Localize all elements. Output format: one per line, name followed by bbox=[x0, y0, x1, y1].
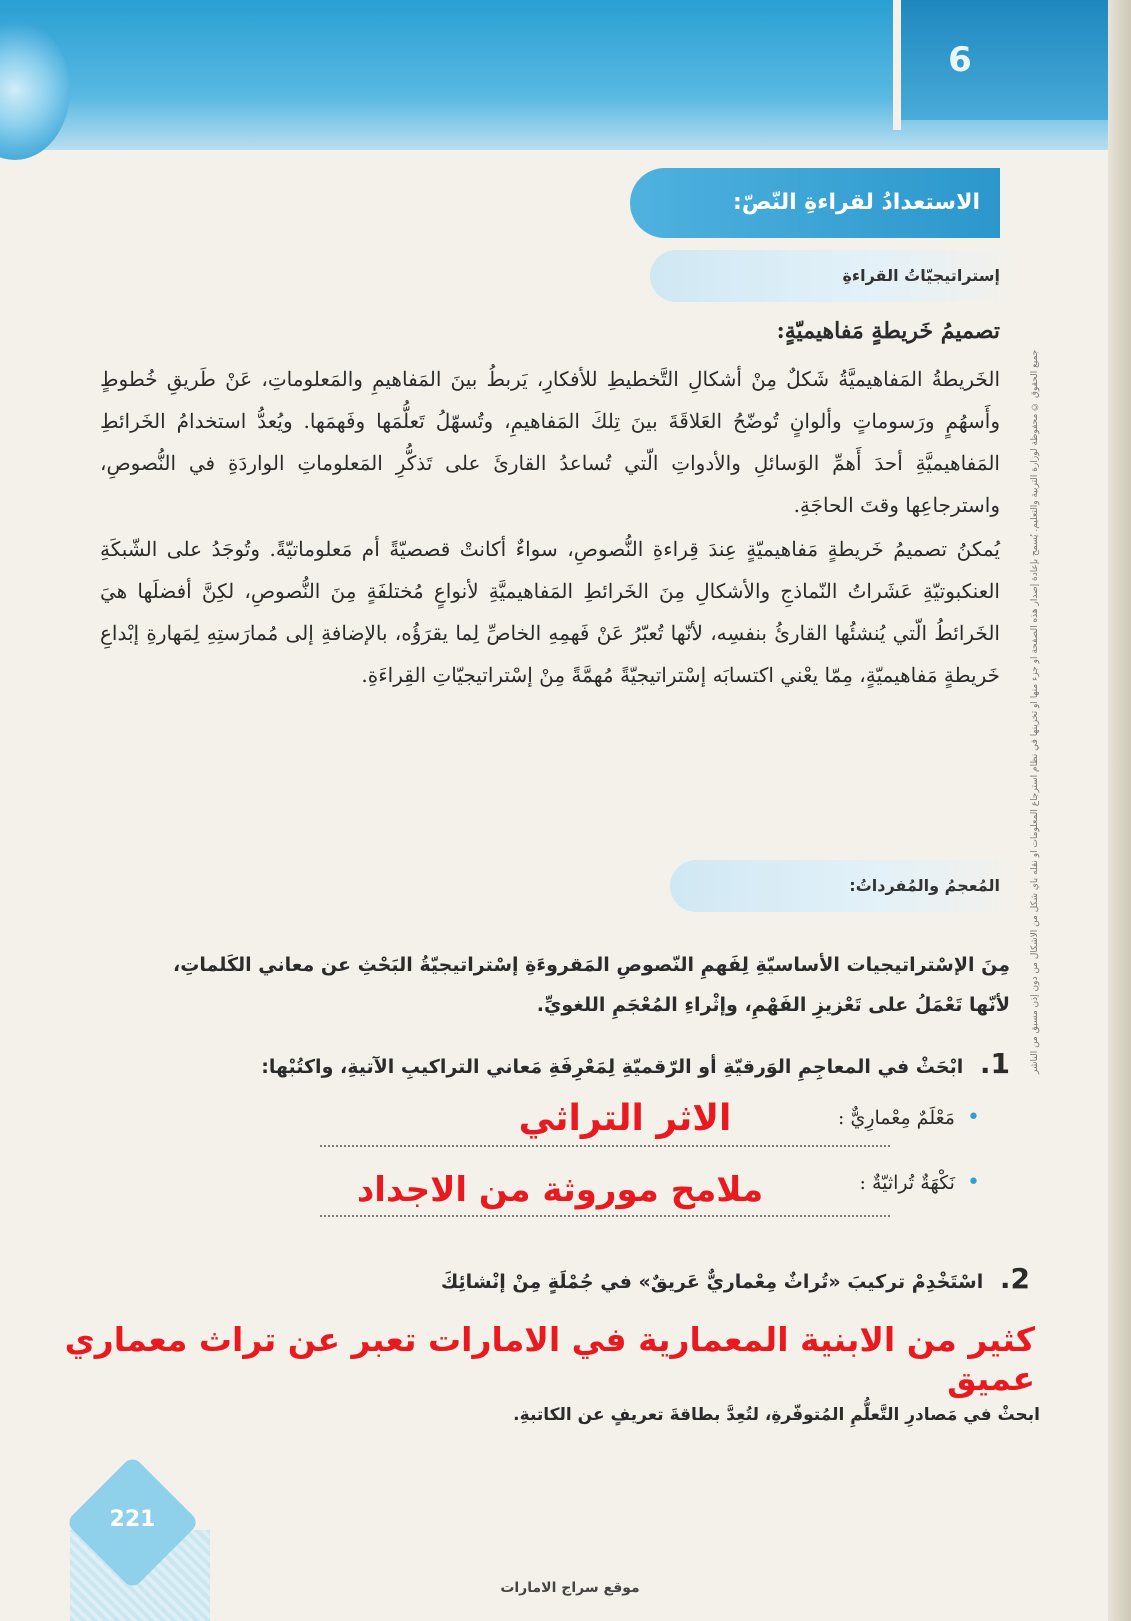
concept-map-heading: تصميمُ خَريطةٍ مَفاهيميّةٍ: bbox=[776, 318, 1000, 344]
vocab-item-2-label: نَكْهَةٌ تُراثيّةٌ : bbox=[859, 1172, 955, 1194]
reading-strategies-label: إستراتيجيّاتُ القراءةِ bbox=[650, 250, 1020, 302]
page-number: 221 bbox=[109, 1507, 156, 1532]
question-1-number: 1. bbox=[979, 1047, 1010, 1080]
bullet-icon: • bbox=[967, 1105, 980, 1130]
footer-site-name: موقع سراج الامارات bbox=[500, 1580, 640, 1596]
handwritten-answer-2: ملامح موروثة من الاجداد bbox=[356, 1170, 764, 1210]
copyright-side-note: جميع الحقوق © محفوظة لوزارة التربية والتعليم. يُسمح بإعادة إصدار هذه الصفحة أو جزء منها أو تخزينها في نظام استرجاع المعلومات أو نقله بأي شكل من الأشكال من دون إذن مسبق من الناشر bbox=[1030, 350, 1040, 1075]
vocab-item-1-label: مَعْلَمٌ مِعْمارِيٌّ : bbox=[838, 1107, 955, 1129]
corner-ornament bbox=[0, 20, 70, 160]
question-1-text: ابْحَثْ في المعاجِمِ الوَرقيّةِ أو الرّقميّةِ لِمَعْرِفَةِ مَعاني التراكيبِ الآتيةِ، واكتُبْها: bbox=[261, 1056, 964, 1078]
section-title: الاستعدادُ لقراءةِ النّصّ: bbox=[630, 168, 1000, 238]
handwritten-answer-1: الاثر التراثي bbox=[518, 1098, 732, 1139]
page-binding-edge bbox=[1108, 0, 1131, 1621]
answer-line-1 bbox=[320, 1145, 890, 1147]
vocabulary-intro: مِنَ الإسْتراتيجيات الأساسيّةِ لِفَهمِ النّصوصِ المَقروءَةِ إسْتراتيجيّةُ البَحْثِ عن معاني الكَلماتِ، لأنّها تَعْمَلُ على تَعْزيزِ الفَهْمِ، وإثْراءِ المُعْجَمِ اللغويِّ. bbox=[173, 954, 1010, 1016]
unit-number: 6 bbox=[948, 40, 972, 80]
bullet-icon: • bbox=[967, 1170, 980, 1195]
research-task: ابحثْ في مَصادرِ التَّعلُّمِ المُتوفّرةِ، لتُعِدَّ بطاقةَ تعريفٍ عن الكاتبةِ. bbox=[513, 1405, 1040, 1425]
handwritten-answer-3: كثير من الابنية المعمارية في الامارات تعبر عن تراث معماري عميق bbox=[64, 1320, 1035, 1398]
question-2-text: اسْتَخْدِمْ تركيبَ «تُراثٌ مِعْماريٌّ عَريقٌ» في جُمْلَةٍ مِنْ إنْشائِكَ bbox=[440, 1271, 984, 1293]
paragraph-2: يُمكنُ تصميمُ خَريطةٍ مَفاهيميّةٍ عِندَ قِراءةِ النُّصوصِ، سواءٌ أكانتْ قصصيّةً أم مَعلوماتيّةً. وتُوجَدُ على الشّبكَةِ العنكبوتيّةِ عَشَراتُ النّماذجِ والأشكالِ مِنَ الخَرائطِ المَفاهيميَّةِ لأنواعٍ مُختلفَةٍ مِنَ النُّصوصِ، لكِنَّ أفضلَها هيَ الخَرائطُ الّتي يُنشئُها القارئُ بنفسِه، لأنّها تُعبّرُ عَنْ فَهمِهِ الخاصِّ لِما يقرَؤُه، بالإضافةِ إلى مُمارَستِهِ لِمَهارةِ إبْداعِ خَريطةٍ مَفاهيميّةٍ، مِمّا يعْني اكتسابَه إسْتراتيجيّةً مُهمَّةً مِنْ إسْتراتيجيّاتِ القِراءَةِ. bbox=[100, 537, 1000, 687]
reading-strategies-body bbox=[100, 358, 1000, 696]
question-2 bbox=[410, 1262, 1030, 1295]
answer-line-2 bbox=[320, 1215, 890, 1217]
question-1 bbox=[180, 1047, 1010, 1080]
question-2-number: 2. bbox=[999, 1262, 1030, 1295]
paragraph-1: الخَريطةُ المَفاهيميَّةُ شَكلٌ مِنْ أشكالِ التَّخطيطِ للأفكارِ، يَربطُ بينَ المَفاهيمِ والمَعلوماتِ، عَنْ طَريقِ خُطوطٍ وأَسهُمٍ ورَسوماتٍ وألوانٍ تُوضّحُ العَلاقَةَ بينَ تِلكَ المَفاهيمِ، وتُسهّلُ تَعلُّمَها وفَهمَها. ويُعدُّ استخدامُ الخَرائطِ المَفاهيميَّةِ أحدَ أَهمِّ الوَسائلِ والأدواتِ الّتي تُساعدُ القارئَ على تَذكُّرِ المَعلوماتِ الواردَةِ في النُّصوصِ، واسترجاعِها وقتَ الحاجَةِ. bbox=[100, 367, 1000, 517]
vocabulary-label: المُعجمُ والمُفرداتُ: bbox=[670, 860, 1020, 912]
tab-divider bbox=[893, 0, 901, 130]
